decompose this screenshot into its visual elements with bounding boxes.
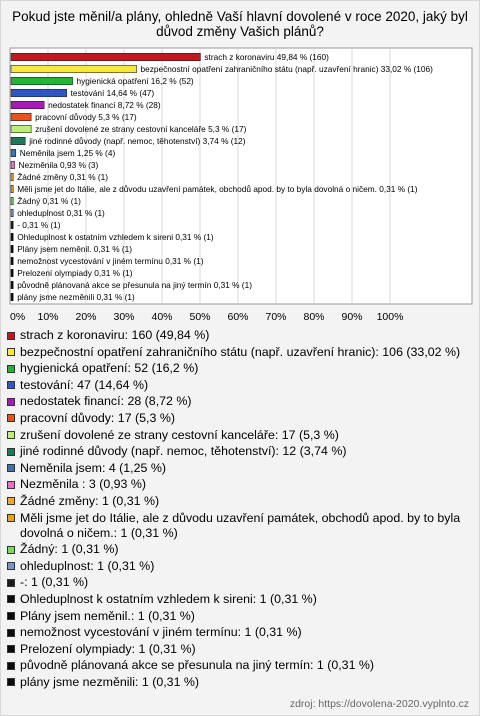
legend-swatch [7, 562, 15, 570]
legend-label: jiné rodinné důvody (např. nemoc, těhotenství): 12 (3,74 %) [20, 444, 347, 459]
x-tick-label: 40% [151, 311, 173, 323]
legend-label: Neměnila jsem: 4 (1,25 %) [20, 460, 166, 475]
bar-label: testování 14,64 % (47) [70, 88, 155, 98]
legend-label: zrušení dovolené ze strany cestovní kanceláře: 17 (5,3 %) [20, 427, 339, 442]
bar-label: - 0,31 % (1) [17, 220, 61, 230]
legend-label: bezpečnostní opatření zahraničního státu (např. uzavření hranic): 106 (33,02 %) [20, 344, 461, 359]
bar [11, 101, 44, 108]
bar [11, 149, 16, 156]
legend-item [6, 411, 476, 426]
legend-item [6, 444, 476, 459]
bar [11, 233, 13, 240]
legend-label: ohleduplnost: 1 (0,31 %) [20, 558, 155, 573]
legend-item [6, 494, 476, 509]
bar-label: Žádné změny 0,31 % (1) [17, 172, 109, 182]
bar [11, 113, 31, 120]
source-note: zdroj: https://dovolena-2020.vyplnto.cz [289, 698, 469, 710]
bar-label: nedostatek financí 8,72 % (28) [48, 100, 161, 110]
bar-label: Plány jsem neměnil. 0,31 % (1) [17, 244, 133, 254]
legend-label: testování: 47 (14,64 %) [20, 377, 149, 392]
legend-label: nedostatek financí: 28 (8,72 %) [20, 394, 192, 409]
legend-item [6, 575, 476, 590]
legend-item [6, 511, 476, 541]
bar-label: Neměnila jsem 1,25 % (4) [19, 148, 116, 158]
legend-label: hygienická opatření: 52 (16,2 %) [20, 361, 199, 376]
bar [11, 221, 13, 228]
legend-swatch [7, 448, 15, 456]
bar [11, 161, 15, 168]
x-tick-label: 90% [341, 311, 363, 323]
legend-label: pracovní důvody: 17 (5,3 %) [20, 410, 175, 425]
x-tick-label: 50% [189, 311, 211, 323]
legend-item [6, 609, 476, 624]
legend-label: Prelození olympiady: 1 (0,31 %) [20, 641, 196, 656]
bar [11, 173, 13, 180]
legend-swatch [7, 497, 15, 505]
bar-label: plány jsme nezměnili 0,31 % (1) [17, 292, 135, 302]
legend-swatch [7, 398, 15, 406]
legend-label: původně plánovaná akce se přesunula na jiný termín: 1 (0,31 %) [20, 658, 375, 673]
bar-label: nemožnost vycestování v jiném termínu 0,31 % (1) [17, 256, 204, 266]
legend-swatch [7, 579, 15, 587]
chart-title: Pokud jste měnil/a plány, ohledně Vaší hlavní dovolené v roce 2020, jaký byl důvod změny Vašich plánů? [12, 9, 468, 39]
legend-item [6, 328, 476, 343]
legend-item [6, 345, 476, 360]
legend-swatch [7, 595, 15, 603]
bar-label: Ohleduplnost k ostatním vzhledem k sireni 0,31 % (1) [17, 232, 214, 242]
bar-chart-plot [0, 0, 480, 330]
legend-label: Žádné změny: 1 (0,31 %) [20, 493, 160, 508]
legend-swatch [7, 629, 15, 637]
legend-swatch [7, 481, 15, 489]
bar [11, 77, 73, 84]
bar-label: zrušení dovolené ze strany cestovní kanceláře 5,3 % (17) [35, 124, 247, 134]
x-tick-label: 70% [265, 311, 287, 323]
legend-swatch [7, 414, 15, 422]
bar-label: ohleduplnost 0,31 % (1) [17, 208, 105, 218]
legend-item [6, 394, 476, 409]
bar-label: Měli jsme jet do Itálie, ale z důvodu uzavření památek, obchodů apod. by to byla dovolná o ničem. 0,31 % (1) [17, 184, 418, 194]
legend-item [6, 592, 476, 607]
x-tick-label: 60% [227, 311, 249, 323]
legend-item [6, 542, 476, 557]
bar-label: jiné rodinné důvody (např. nemoc, těhotenství) 3,74 % (12) [29, 136, 246, 146]
legend-swatch [7, 365, 15, 373]
bar [11, 293, 13, 300]
legend-item [6, 642, 476, 657]
bar-label: Prelození olympiady 0,31 % (1) [17, 268, 133, 278]
bar-label: hygienická opatření 16,2 % (52) [76, 76, 194, 86]
x-tick-label: 10% [37, 311, 59, 323]
legend-item [6, 461, 476, 476]
bar [11, 137, 25, 144]
bar [11, 53, 200, 60]
legend-swatch [7, 514, 15, 522]
legend-label: Ohleduplnost k ostatním vzhledem k sireni: 1 (0,31 %) [20, 591, 317, 606]
bar-label: původně plánovaná akce se přesunula na jiný termín 0,31 % (1) [17, 280, 252, 290]
chart-legend [6, 328, 476, 691]
legend-swatch [7, 332, 15, 340]
legend-label: Nezměnila : 3 (0,93 %) [20, 477, 147, 492]
legend-swatch [7, 348, 15, 356]
bar-label: pracovní důvody 5,3 % (17) [35, 112, 137, 122]
legend-label: nemožnost vycestování v jiném termínu: 1 (0,31 %) [20, 625, 302, 640]
x-tick-label: 100% [376, 311, 404, 323]
bar-label: Nezměnila 0,93 % (3) [18, 160, 99, 170]
legend-label: strach z koronaviru: 160 (49,84 %) [20, 328, 210, 342]
legend-swatch [7, 431, 15, 439]
bar [11, 209, 13, 216]
legend-item [6, 658, 476, 673]
bar [11, 197, 13, 204]
legend-label: plány jsme nezměnili: 1 (0,31 %) [20, 674, 200, 689]
legend-swatch [7, 662, 15, 670]
bar [11, 125, 31, 132]
bar [11, 65, 136, 72]
bar [11, 281, 13, 288]
legend-swatch [7, 612, 15, 620]
x-tick-label: 30% [113, 311, 135, 323]
legend-item [6, 361, 476, 376]
legend-item [6, 428, 476, 443]
legend-swatch [7, 645, 15, 653]
legend-label: Žádný: 1 (0,31 %) [20, 542, 119, 557]
legend-item [6, 477, 476, 492]
bar [11, 89, 67, 96]
legend-item [6, 675, 476, 690]
x-tick-label: 20% [75, 311, 97, 323]
legend-swatch [7, 464, 15, 472]
legend-item [6, 378, 476, 393]
bar [11, 185, 13, 192]
bar-label: Žádný 0,31 % (1) [17, 196, 81, 206]
legend-label: Měli jsme jet do Itálie, ale z důvodu uzavření památek, obchodů apod. by to byla dovolná o ničem.: 1 (0,31 %) [20, 510, 461, 540]
legend-item [6, 559, 476, 574]
legend-swatch [7, 546, 15, 554]
x-tick-label: 0% [10, 311, 26, 323]
bar [11, 257, 13, 264]
x-tick-label: 80% [303, 311, 325, 323]
legend-swatch [7, 678, 15, 686]
bar [11, 245, 13, 252]
bar-label: bezpečnostní opatření zahraničního státu (např. uzavření hranic) 33,02 % (106) [140, 64, 433, 74]
bar [11, 269, 13, 276]
legend-label: -: 1 (0,31 %) [20, 575, 89, 590]
legend-swatch [7, 381, 15, 389]
legend-label: Plány jsem neměnil.: 1 (0,31 %) [20, 608, 195, 623]
legend-item [6, 625, 476, 640]
bar-label: strach z koronaviru 49,84 % (160) [204, 52, 329, 62]
